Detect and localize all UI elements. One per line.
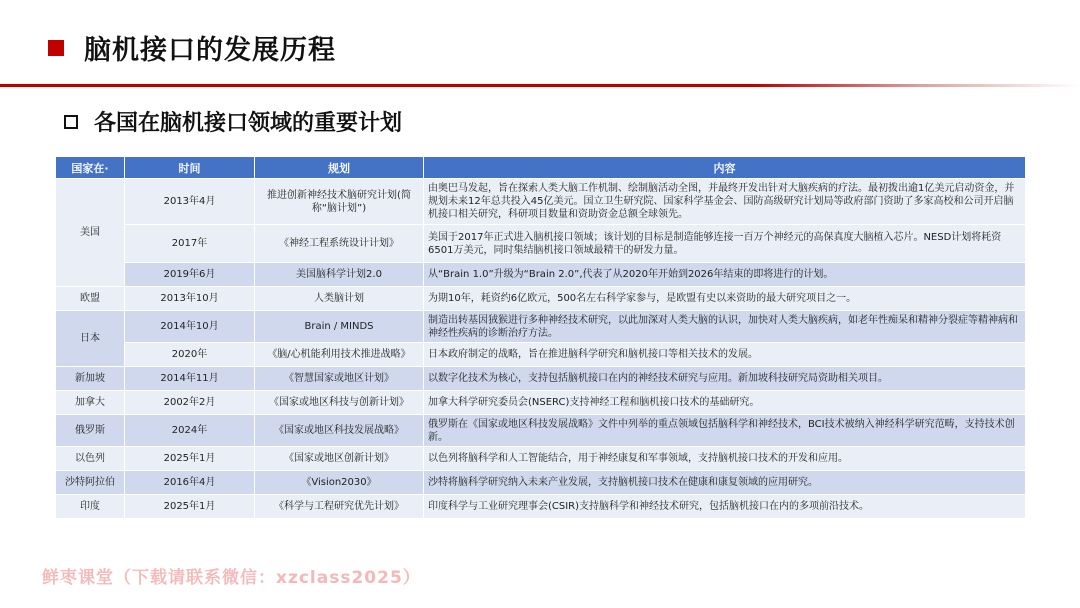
table-row bbox=[56, 367, 1026, 391]
time-cell: 2017年 bbox=[125, 225, 255, 263]
content-cell: 制造出转基因狨猴进行多种神经技术研究，以此加深对人类大脑的认识，加快对人类大脑疾病，如老年性痴呆和精神分裂症等精神病和神经性疾病的诊断治疗方法。 bbox=[424, 311, 1026, 343]
time-cell: 2019年6月 bbox=[125, 263, 255, 287]
column-header-country: 国家在· bbox=[56, 157, 125, 179]
table-row bbox=[56, 415, 1026, 447]
plan-cell: 《科学与工程研究优先计划》 bbox=[255, 495, 424, 519]
country-cell: 美国 bbox=[56, 179, 125, 287]
plan-cell: 推进创新神经技术脑研究计划(简称“脑计划”) bbox=[255, 179, 424, 225]
slide-title-bar bbox=[48, 28, 336, 67]
watermark-text: 鲜枣课堂（下载请联系微信：xzclass2025） bbox=[42, 568, 421, 588]
column-header-plan: 规划 bbox=[255, 157, 424, 179]
table-row bbox=[56, 495, 1026, 519]
plan-cell: 《脑/心机能利用技术推进战略》 bbox=[255, 343, 424, 367]
content-cell: 日本政府制定的战略，旨在推进脑科学研究和脑机接口等相关技术的发展。 bbox=[424, 343, 1026, 367]
time-cell: 2014年11月 bbox=[125, 367, 255, 391]
table-row bbox=[56, 263, 1026, 287]
content-cell: 为期10年，耗资约6亿欧元，500名左右科学家参与，是欧盟有史以来资助的最大研究项目之一。 bbox=[424, 287, 1026, 311]
plan-cell: Brain / MINDS bbox=[255, 311, 424, 343]
column-header-content: 内容 bbox=[424, 157, 1026, 179]
country-cell: 新加坡 bbox=[56, 367, 125, 391]
content-cell: 加拿大科学研究委员会(NSERC)支持神经工程和脑机接口技术的基础研究。 bbox=[424, 391, 1026, 415]
plan-cell: 《Vision2030》 bbox=[255, 471, 424, 495]
title-divider bbox=[0, 84, 1080, 87]
slide-title: 脑机接口的发展历程 bbox=[84, 35, 336, 66]
country-cell: 欧盟 bbox=[56, 287, 125, 311]
plan-cell: 《国家或地区科技与创新计划》 bbox=[255, 391, 424, 415]
column-header-time: 时间 bbox=[125, 157, 255, 179]
time-cell: 2020年 bbox=[125, 343, 255, 367]
time-cell: 2024年 bbox=[125, 415, 255, 447]
table-header-row bbox=[56, 157, 1026, 179]
plan-cell: 《神经工程系统设计计划》 bbox=[255, 225, 424, 263]
plan-cell: 美国脑科学计划2.0 bbox=[255, 263, 424, 287]
table-row bbox=[56, 471, 1026, 495]
time-cell: 2002年2月 bbox=[125, 391, 255, 415]
country-cell: 印度 bbox=[56, 495, 125, 519]
table-row bbox=[56, 287, 1026, 311]
plan-cell: 人类脑计划 bbox=[255, 287, 424, 311]
content-cell: 沙特将脑科学研究纳入未来产业发展，支持脑机接口技术在健康和康复领域的应用研究。 bbox=[424, 471, 1026, 495]
time-cell: 2014年10月 bbox=[125, 311, 255, 343]
time-cell: 2013年4月 bbox=[125, 179, 255, 225]
table-row bbox=[56, 343, 1026, 367]
country-cell: 沙特阿拉伯 bbox=[56, 471, 125, 495]
country-cell: 日本 bbox=[56, 311, 125, 367]
section-heading-text: 各国在脑机接口领域的重要计划 bbox=[94, 111, 403, 136]
hollow-square-bullet-icon bbox=[64, 115, 78, 129]
section-heading bbox=[64, 106, 402, 137]
content-cell: 从“Brain 1.0”升级为“Brain 2.0”,代表了从2020年开始到2026年结束的即将进行的计划。 bbox=[424, 263, 1026, 287]
content-cell: 以色列将脑科学和人工智能结合，用于神经康复和军事领域，支持脑机接口技术的开发和应用。 bbox=[424, 447, 1026, 471]
time-cell: 2025年1月 bbox=[125, 495, 255, 519]
country-cell: 以色列 bbox=[56, 447, 125, 471]
table-row bbox=[56, 179, 1026, 225]
time-cell: 2013年10月 bbox=[125, 287, 255, 311]
table-row bbox=[56, 391, 1026, 415]
title-square-icon bbox=[48, 40, 64, 56]
time-cell: 2016年4月 bbox=[125, 471, 255, 495]
plans-table bbox=[55, 156, 1026, 519]
content-cell: 以数字化技术为核心，支持包括脑机接口在内的神经技术研究与应用。新加坡科技研究局资助相关项目。 bbox=[424, 367, 1026, 391]
content-cell: 美国于2017年正式进入脑机接口领域；该计划的目标是制造能够连接一百万个神经元的高保真度大脑植入芯片。NESD计划将耗资6501万美元，同时集结脑机接口领域最精干的研发力量。 bbox=[424, 225, 1026, 263]
table-row bbox=[56, 225, 1026, 263]
country-cell: 俄罗斯 bbox=[56, 415, 125, 447]
content-cell: 由奥巴马发起，旨在探索人类大脑工作机制、绘制脑活动全图，并最终开发出针对大脑疾病的疗法。最初拨出逾1亿美元启动资金，并规划未来12年总共投入45亿美元。国立卫生研究院、国家科学基金会、国防高级研究计划局等政府部门资助了多家高校和公司开启脑机接口相关研究，科研项目数量和资助资金总额全球领先。 bbox=[424, 179, 1026, 225]
content-cell: 俄罗斯在《国家或地区科技发展战略》文件中列举的重点领域包括脑科学和神经技术，BCI技术被纳入神经科学研究范畴，支持技术创新。 bbox=[424, 415, 1026, 447]
plan-cell: 《国家或地区科技发展战略》 bbox=[255, 415, 424, 447]
table-row bbox=[56, 447, 1026, 471]
plan-cell: 《智慧国家或地区计划》 bbox=[255, 367, 424, 391]
time-cell: 2025年1月 bbox=[125, 447, 255, 471]
content-cell: 印度科学与工业研究理事会(CSIR)支持脑科学和神经技术研究，包括脑机接口在内的多项前沿技术。 bbox=[424, 495, 1026, 519]
country-cell: 加拿大 bbox=[56, 391, 125, 415]
table-row bbox=[56, 311, 1026, 343]
plan-cell: 《国家或地区创新计划》 bbox=[255, 447, 424, 471]
